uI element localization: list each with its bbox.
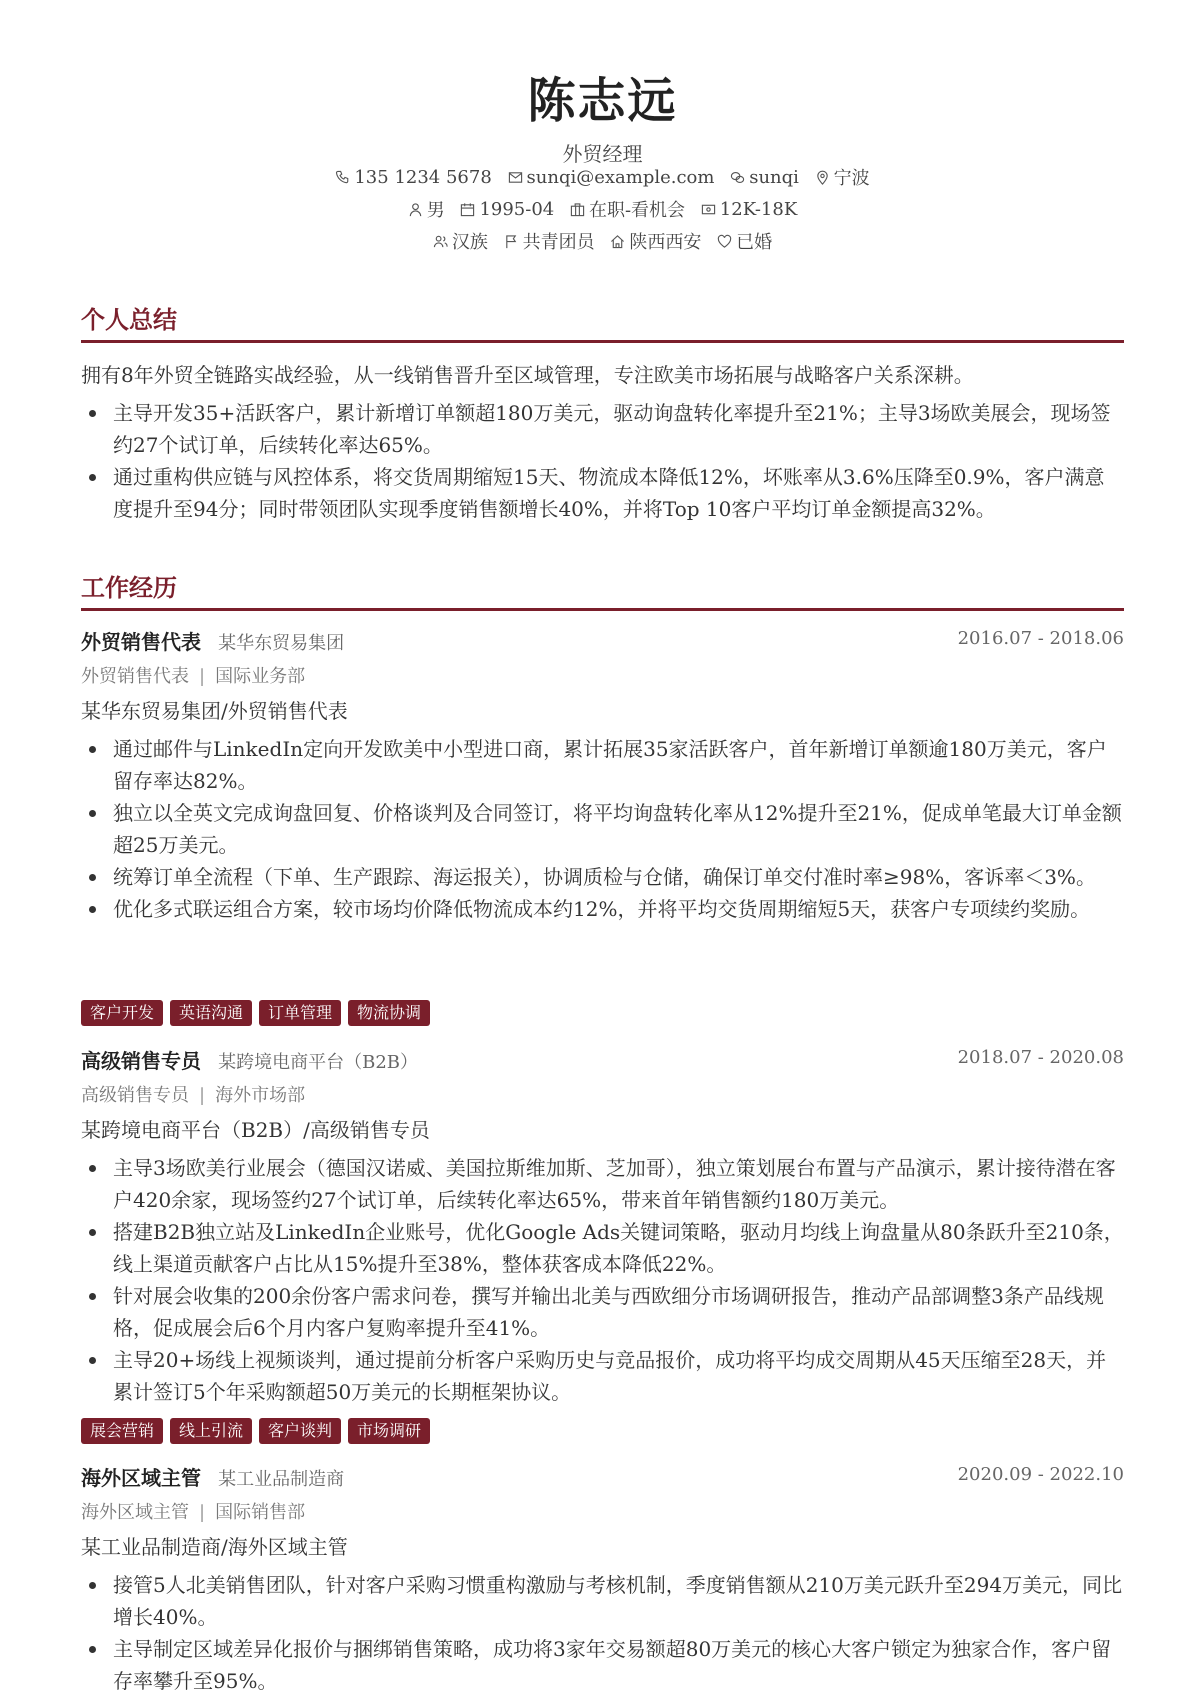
job-bullets	[81, 1152, 1124, 1408]
job-bullet: 通过邮件与LinkedIn定向开发欧美中小型进口商，累计拓展35家活跃客户，首年新增订单额逾180万美元，客户留存率达82%。	[81, 733, 1124, 797]
ethnicity-text: 汉族	[451, 232, 488, 253]
people-icon	[433, 234, 448, 249]
location-icon	[815, 170, 830, 185]
job-role: 海外区域主管	[81, 1466, 201, 1490]
background-row	[81, 228, 1124, 254]
job-header	[81, 1045, 1124, 1075]
job-position: 高级销售专员	[81, 1085, 189, 1106]
job-bullets	[81, 733, 1124, 925]
job-company: 某跨境电商平台（B2B）	[218, 1052, 419, 1073]
job-bullets	[81, 1569, 1124, 1697]
job-subline	[81, 1498, 305, 1524]
birth-text: 1995-04	[479, 198, 555, 220]
job-bullet: 针对展会收集的200余份客户需求问卷，撰写并输出北美与西欧细分市场调研报告，推动产品部调整3条产品线规格，促成展会后6个月内客户复购率提升至41%。	[81, 1280, 1124, 1344]
marital-item	[717, 228, 772, 254]
summary-bullet: 主导开发35+活跃客户，累计新增订单额超180万美元，驱动询盘转化率提升至21%；主导3场欧美展会，现场签约27个试订单，后续转化率达65%。	[81, 397, 1124, 461]
job-dates: 2018.07 - 2020.08	[957, 1047, 1124, 1068]
summary-divider	[81, 340, 1124, 343]
candidate-name: 陈志远	[527, 73, 678, 129]
job-header	[81, 1462, 1124, 1492]
job-bullet: 主导制定区域差异化报价与捆绑销售策略，成功将3家年交易额超80万美元的核心大客户锁定为独家合作，客户留存率攀升至95%。	[81, 1633, 1124, 1697]
experience-divider	[81, 608, 1124, 611]
contact-location	[815, 164, 870, 190]
job-bullet: 主导3场欧美行业展会（德国汉诺威、美国拉斯维加斯、芝加哥），独立策划展台布置与产品演示，累计接待潜在客户420余家，现场签约27个试订单，后续转化率达65%，带来首年销售额约180万美元。	[81, 1152, 1124, 1216]
job-company: 某华东贸易集团	[218, 633, 345, 654]
experience-heading: 工作经历	[81, 573, 177, 602]
job-department: 海外市场部	[215, 1085, 306, 1106]
job-dates: 2016.07 - 2018.06	[957, 628, 1124, 649]
job-bullet: 独立以全英文完成询盘回复、价格谈判及合同签订，将平均询盘转化率从12%提升至21%，促成单笔最大订单金额超25万美元。	[81, 797, 1124, 861]
wechat-text: sunqi	[749, 166, 799, 188]
skill-tags	[81, 1000, 430, 1026]
salary-item	[701, 199, 797, 220]
birth-item	[460, 199, 554, 220]
job-company-line: 某华东贸易集团/外贸销售代表	[81, 699, 348, 723]
job-department: 国际销售部	[215, 1502, 306, 1523]
summary-heading: 个人总结	[81, 305, 177, 334]
job-separator: |	[199, 1085, 206, 1106]
marital-text: 已婚	[736, 232, 773, 253]
heart-icon	[717, 234, 732, 249]
skill-tag: 市场调研	[348, 1418, 430, 1444]
status-text: 在职-看机会	[588, 200, 686, 221]
job-separator: |	[199, 666, 206, 687]
contact-email[interactable]	[508, 167, 715, 188]
skill-tag: 客户谈判	[259, 1418, 341, 1444]
candidate-title: 外贸经理	[562, 142, 643, 166]
summary-intro: 拥有8年外贸全链路实战经验，从一线销售晋升至区域管理，专注欧美市场拓展与战略客户关系深耕。	[81, 363, 974, 387]
job-bullet: 优化多式联运组合方案，较市场均价降低物流成本约12%，并将平均交货周期缩短5天，获客户专项续约奖励。	[81, 893, 1124, 925]
skill-tag: 展会营销	[81, 1418, 163, 1444]
phone-text: 135 1234 5678	[354, 166, 492, 188]
wechat-icon	[730, 170, 745, 185]
skill-tag: 线上引流	[170, 1418, 252, 1444]
job-dates: 2020.09 - 2022.10	[957, 1464, 1124, 1485]
job-subline	[81, 662, 305, 688]
job-subline	[81, 1081, 305, 1107]
salary-text: 12K-18K	[719, 198, 798, 220]
job-role: 外贸销售代表	[81, 630, 201, 654]
political-text: 共青团员	[522, 232, 595, 253]
skill-tag: 订单管理	[259, 1000, 341, 1026]
job-department: 国际业务部	[215, 666, 306, 687]
job-bullet: 主导20+场线上视频谈判，通过提前分析客户采购历史与竞品报价，成功将平均成交周期从45天压缩至28天，并累计签订5个年采购额超50万美元的长期框架协议。	[81, 1344, 1124, 1408]
ethnicity-item	[433, 228, 488, 254]
email-text: sunqi@example.com	[526, 166, 715, 188]
job-position: 外贸销售代表	[81, 666, 189, 687]
calendar-icon	[460, 202, 475, 217]
skill-tags	[81, 1418, 430, 1444]
flag-icon	[504, 234, 519, 249]
job-company-line: 某工业品制造商/海外区域主管	[81, 1535, 348, 1559]
contact-phone[interactable]	[335, 167, 491, 188]
job-header	[81, 626, 1124, 656]
job-role: 高级销售专员	[81, 1049, 201, 1073]
summary-bullets	[81, 397, 1124, 525]
job-position: 海外区域主管	[81, 1502, 189, 1523]
hometown-text: 陕西西安	[629, 232, 702, 253]
summary-bullet: 通过重构供应链与风控体系，将交货周期缩短15天、物流成本降低12%，坏账率从3.6%压降至0.9%，客户满意度提升至94分；同时带领团队实现季度销售额增长40%，并将Top 10客户平均订单金额提高32%。	[81, 461, 1124, 525]
job-bullet: 接管5人北美销售团队，针对客户采购习惯重构激励与考核机制，季度销售额从210万美元跃升至294万美元，同比增长40%。	[81, 1569, 1124, 1633]
job-bullet: 统筹订单全流程（下单、生产跟踪、海运报关），协调质检与仓储，确保订单交付准时率≥98%，客诉率＜3%。	[81, 861, 1124, 893]
mail-icon	[508, 170, 523, 185]
location-text: 宁波	[833, 168, 870, 189]
political-item	[504, 228, 595, 254]
gender-item	[408, 196, 445, 222]
skill-tag: 客户开发	[81, 1000, 163, 1026]
skill-tag: 物流协调	[348, 1000, 430, 1026]
hometown-item	[610, 228, 701, 254]
skill-tag: 英语沟通	[170, 1000, 252, 1026]
briefcase-icon	[570, 202, 585, 217]
money-icon	[701, 202, 716, 217]
job-company-line: 某跨境电商平台（B2B）/高级销售专员	[81, 1118, 430, 1142]
job-company: 某工业品制造商	[218, 1469, 345, 1490]
home-icon	[610, 234, 625, 249]
contact-wechat[interactable]	[730, 167, 799, 188]
contact-row	[81, 164, 1124, 190]
job-bullet: 搭建B2B独立站及LinkedIn企业账号，优化Google Ads关键词策略，驱动月均线上询盘量从80条跃升至210条，线上渠道贡献客户占比从15%提升至38%，整体获客成本降低22%。	[81, 1216, 1124, 1280]
gender-text: 男	[426, 200, 445, 221]
status-item	[570, 196, 685, 222]
phone-icon	[335, 170, 350, 185]
job-separator: |	[199, 1502, 206, 1523]
personal-row	[81, 196, 1124, 222]
user-icon	[408, 202, 423, 217]
